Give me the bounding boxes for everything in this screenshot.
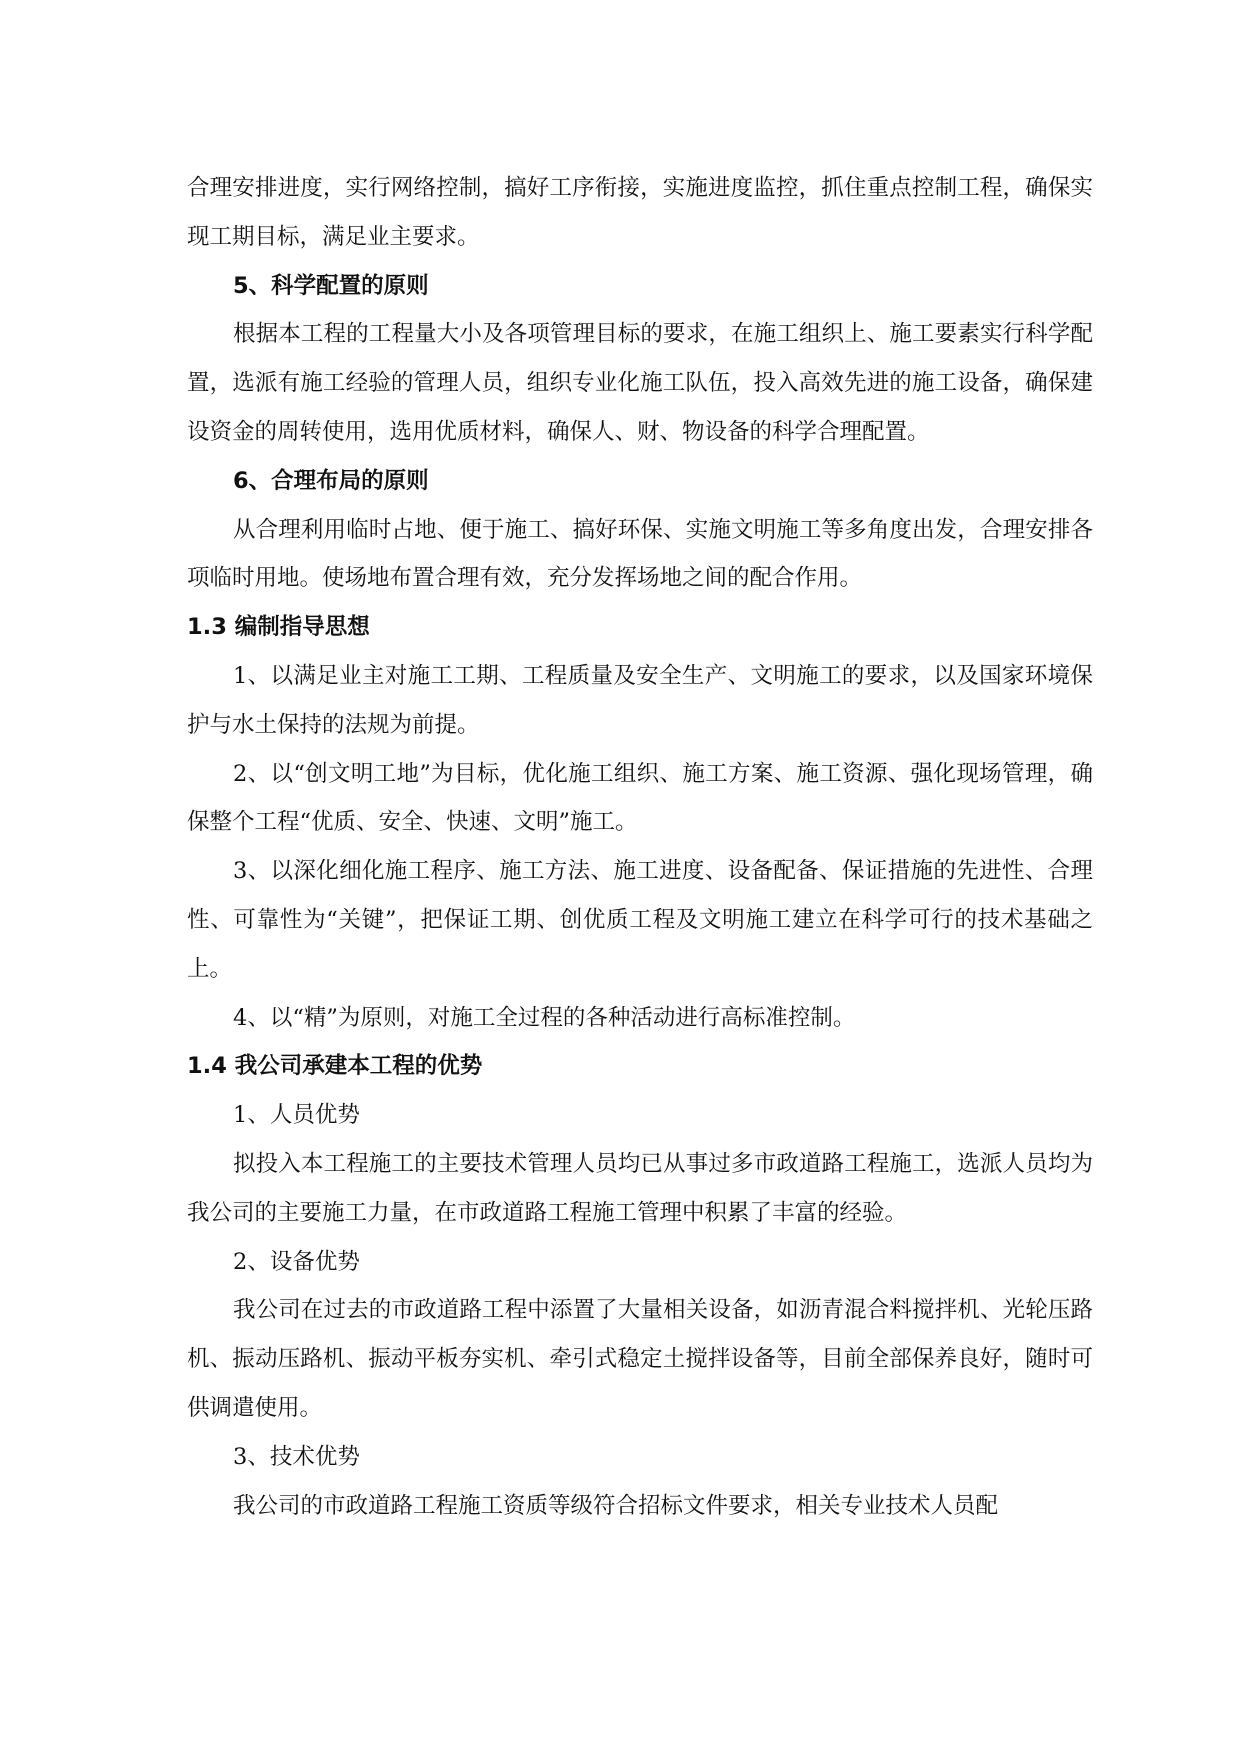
paragraph: 2、以“创文明工地”为目标，优化施工组织、施工方案、施工资源、强化现场管理，确保整个工程“优质、安全、快速、文明”施工。: [187, 760, 1093, 836]
paragraph: 我公司在过去的市政道路工程中添置了大量相关设备，如沥青混合料搅拌机、光轮压路机、振动压路机、振动平板夯实机、牵引式稳定土搅拌设备等，目前全部保养良好，随时可供调遣使用。: [187, 1297, 1093, 1421]
paragraph: 我公司的市政道路工程施工资质等级符合招标文件要求，相关专业技术人员配: [233, 1492, 999, 1519]
paragraph: 根据本工程的工程量大小及各项管理目标的要求，在施工组织上、施工要素实行科学配置，选派有施工经验的管理人员，组织专业化施工队伍，投入高效先进的施工设备，确保建设资金的周转使用，选用优质材料，确保人、财、物设备的科学合理配置。: [187, 321, 1093, 445]
subsection-heading: 6、合理布局的原则: [233, 467, 429, 494]
paragraph: 3、以深化细化施工程序、施工方法、施工进度、设备配备、保证措施的先进性、合理性、可靠性为“关键”，把保证工期、创优质工程及文明施工建立在科学可行的技术基础之上。: [187, 858, 1093, 982]
section-heading: 1.4 我公司承建本工程的优势: [187, 1053, 483, 1080]
document-page: [187, 164, 1093, 1530]
subsection-heading: 5、科学配置的原则: [233, 272, 429, 299]
paragraph: 1、以满足业主对施工工期、工程质量及安全生产、文明施工的要求，以及国家环境保护与水土保持的法规为前提。: [187, 662, 1093, 738]
subsection-label: 3、技术优势: [233, 1443, 360, 1470]
paragraph: 合理安排进度，实行网络控制，搞好工序衔接，实施进度监控，抓住重点控制工程，确保实现工期目标，满足业主要求。: [187, 175, 1093, 250]
paragraph: 4、以“精”为原则，对施工全过程的各种活动进行高标准控制。: [233, 1004, 856, 1031]
subsection-label: 2、设备优势: [233, 1248, 360, 1275]
paragraph: 从合理利用临时占地、便于施工、搞好环保、实施文明施工等多角度出发，合理安排各项临时用地。使场地布置合理有效，充分发挥场地之间的配合作用。: [187, 516, 1093, 592]
section-heading: 1.3 编制指导思想: [187, 614, 370, 641]
paragraph: 拟投入本工程施工的主要技术管理人员均已从事过多市政道路工程施工，选派人员均为我公司的主要施工力量，在市政道路工程施工管理中积累了丰富的经验。: [187, 1150, 1093, 1226]
subsection-label: 1、人员优势: [233, 1102, 360, 1129]
